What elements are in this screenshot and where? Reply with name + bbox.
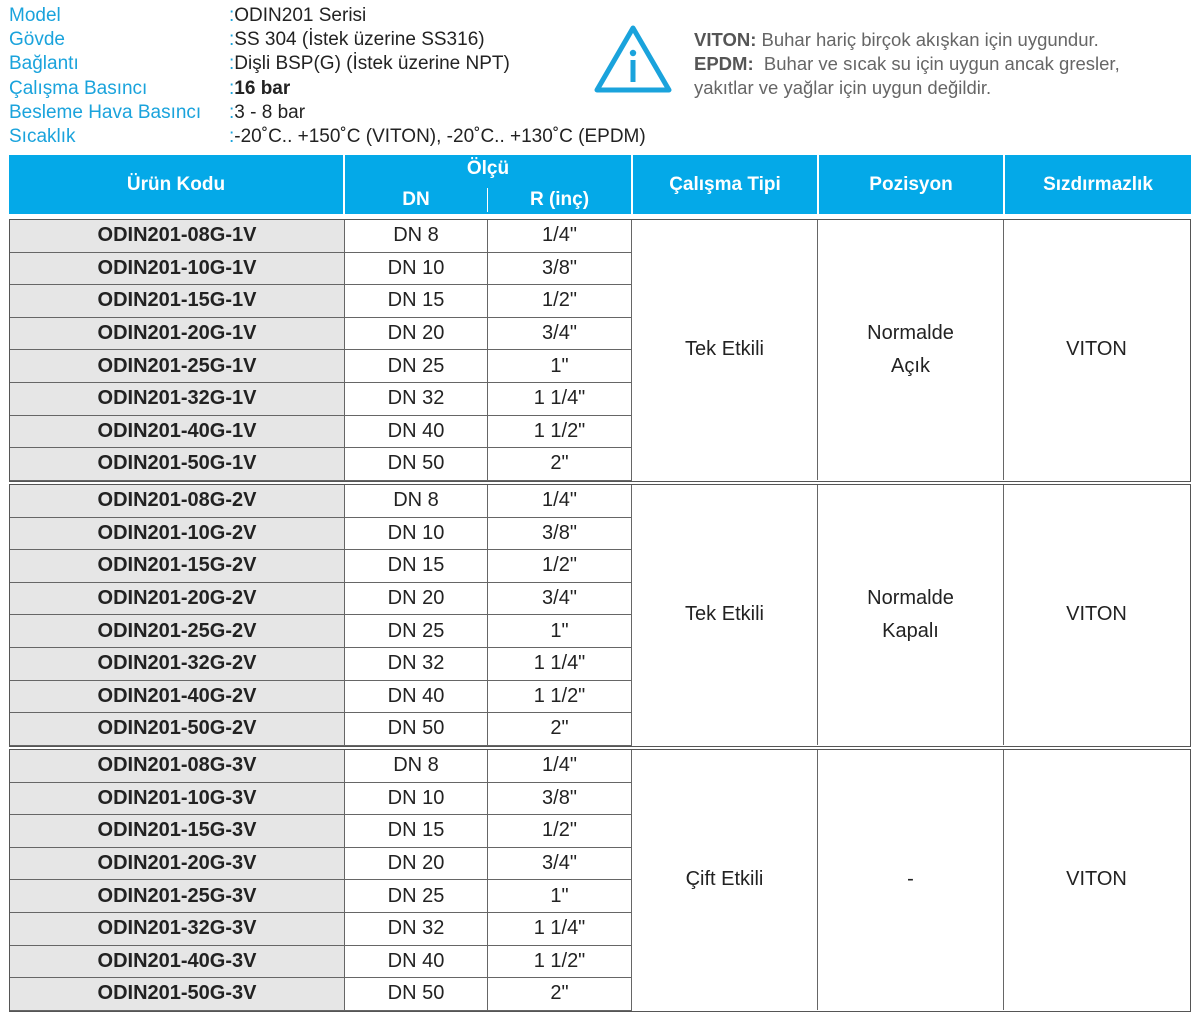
dn-cell: DN 10 [345, 783, 488, 816]
product-code-cell: ODIN201-08G-3V [10, 750, 345, 783]
header-type: Çalışma Tipi [633, 155, 817, 214]
r-cell: 3/4" [488, 848, 632, 881]
header-position: Pozisyon [819, 155, 1003, 214]
r-cell: 1 1/2" [488, 681, 632, 714]
product-code-cell: ODIN201-10G-3V [10, 783, 345, 816]
product-group [9, 219, 1191, 482]
dn-cell: DN 20 [345, 318, 488, 351]
header-size-label: Ölçü [466, 158, 510, 179]
spec-separator: : [229, 5, 235, 26]
product-code-cell: ODIN201-32G-2V [10, 648, 345, 681]
dn-cell: DN 8 [345, 750, 488, 783]
dn-cell: DN 20 [345, 848, 488, 881]
dn-cell: DN 40 [345, 681, 488, 714]
product-code-cell: ODIN201-40G-1V [10, 416, 345, 449]
r-cell: 3/4" [488, 583, 632, 616]
spec-value: 16 bar [234, 77, 291, 99]
spec-separator: : [229, 77, 235, 99]
seal-cell: VITON [1066, 868, 1127, 891]
r-cell: 2" [488, 978, 632, 1011]
product-code-cell: ODIN201-32G-1V [10, 383, 345, 416]
dn-cell: DN 8 [345, 485, 488, 518]
position-cell [818, 485, 1004, 745]
product-code-cell: ODIN201-25G-2V [10, 615, 345, 648]
spec-list [9, 4, 646, 149]
spec-row [9, 77, 646, 101]
r-cell: 1 1/2" [488, 946, 632, 979]
spec-label: Gövde [9, 29, 65, 51]
dn-cell: DN 40 [345, 946, 488, 979]
dn-cell: DN 32 [345, 383, 488, 416]
header-product-code: Ürün Kodu [9, 155, 343, 214]
position-line: - [907, 868, 914, 891]
dn-cell: DN 32 [345, 913, 488, 946]
product-group [9, 484, 1191, 747]
product-code-cell: ODIN201-50G-3V [10, 978, 345, 1011]
position-line: Normalde [867, 586, 954, 609]
product-code-cell: ODIN201-15G-3V [10, 815, 345, 848]
r-cell: 1/4" [488, 220, 632, 253]
position-cell [818, 750, 1004, 1010]
product-code-cell: ODIN201-32G-3V [10, 913, 345, 946]
product-code-cell: ODIN201-15G-1V [10, 285, 345, 318]
product-group [9, 749, 1191, 1012]
product-code-cell: ODIN201-40G-2V [10, 681, 345, 714]
dn-cell: DN 25 [345, 880, 488, 913]
spec-row [9, 28, 646, 52]
dn-cell: DN 20 [345, 583, 488, 616]
dn-cell: DN 50 [345, 713, 488, 746]
product-code-cell: ODIN201-25G-1V [10, 350, 345, 383]
dn-cell: DN 50 [345, 448, 488, 481]
product-code-cell: ODIN201-10G-1V [10, 253, 345, 286]
spec-value: 3 - 8 bar [234, 101, 306, 123]
header-seal: Sızdırmazlık [1005, 155, 1191, 214]
product-code-cell: ODIN201-50G-2V [10, 713, 345, 746]
r-cell: 1 1/4" [488, 913, 632, 946]
viton-text: Buhar hariç birçok akışkan için uygundur. [756, 29, 1099, 50]
dn-cell: DN 32 [345, 648, 488, 681]
dn-cell: DN 25 [345, 350, 488, 383]
dn-cell: DN 15 [345, 550, 488, 583]
r-cell: 3/8" [488, 518, 632, 551]
epdm-label: EPDM: [694, 53, 754, 74]
spec-label: Bağlantı [9, 53, 79, 75]
r-cell: 1/4" [488, 485, 632, 518]
r-cell: 1/2" [488, 815, 632, 848]
product-code-cell: ODIN201-50G-1V [10, 448, 345, 481]
dn-cell: DN 10 [345, 518, 488, 551]
dn-cell: DN 15 [345, 815, 488, 848]
r-cell: 1 1/2" [488, 416, 632, 449]
spec-label: Model [9, 5, 61, 26]
viton-label: VITON: [694, 29, 757, 50]
spec-separator: : [229, 29, 235, 51]
header-dn: DN [402, 189, 430, 210]
r-cell: 1/4" [488, 750, 632, 783]
product-code-cell: ODIN201-20G-2V [10, 583, 345, 616]
dn-cell: DN 15 [345, 285, 488, 318]
r-cell: 3/4" [488, 318, 632, 351]
note-line3: yakıtlar ve yağlar için uygun değildir. [694, 77, 992, 98]
product-code-cell: ODIN201-25G-3V [10, 880, 345, 913]
r-cell: 1" [488, 615, 632, 648]
type-cell: Tek Etkili [632, 220, 818, 480]
epdm-text: Buhar ve sıcak su için uygun ancak gresler, [753, 53, 1120, 74]
spec-row [9, 101, 646, 125]
spec-row [9, 125, 646, 149]
product-code-cell: ODIN201-40G-3V [10, 946, 345, 979]
product-code-cell: ODIN201-08G-1V [10, 220, 345, 253]
r-cell: 2" [488, 448, 632, 481]
r-cell: 3/8" [488, 253, 632, 286]
seal-cell: VITON [1066, 603, 1127, 626]
spec-value: SS 304 (İstek üzerine SS316) [234, 29, 485, 51]
spec-value: ODIN201 Serisi [234, 5, 367, 26]
r-cell: 1" [488, 880, 632, 913]
spec-row [9, 52, 646, 76]
position-line: Kapalı [882, 619, 939, 642]
r-cell: 1" [488, 350, 632, 383]
type-cell: Tek Etkili [632, 485, 818, 745]
spec-separator: : [229, 53, 235, 75]
spec-row [9, 4, 646, 28]
spec-value: Dişli BSP(G) (İstek üzerine NPT) [234, 53, 510, 75]
product-code-cell: ODIN201-15G-2V [10, 550, 345, 583]
position-line: Normalde [867, 321, 954, 344]
product-code-cell: ODIN201-20G-3V [10, 848, 345, 881]
position-line: Açık [891, 354, 930, 377]
r-cell: 3/8" [488, 783, 632, 816]
product-code-cell: ODIN201-20G-1V [10, 318, 345, 351]
header-r: R (inç) [529, 189, 590, 210]
spec-separator: : [229, 125, 235, 147]
spec-value: -20˚C.. +150˚C (VITON), -20˚C.. +130˚C (EPDM) [234, 125, 646, 147]
r-cell: 1 1/4" [488, 383, 632, 416]
r-cell: 1/2" [488, 550, 632, 583]
spec-label: Sıcaklık [9, 125, 76, 147]
spec-label: Çalışma Basıncı [9, 77, 148, 99]
dn-cell: DN 8 [345, 220, 488, 253]
type-cell: Çift Etkili [632, 750, 818, 1010]
product-code-cell: ODIN201-10G-2V [10, 518, 345, 551]
product-code-cell: ODIN201-08G-2V [10, 485, 345, 518]
dn-cell: DN 40 [345, 416, 488, 449]
r-cell: 2" [488, 713, 632, 746]
seal-cell: VITON [1066, 338, 1127, 361]
dn-cell: DN 25 [345, 615, 488, 648]
seal-note [694, 28, 1120, 100]
position-cell [818, 220, 1004, 480]
r-cell: 1/2" [488, 285, 632, 318]
dn-cell: DN 10 [345, 253, 488, 286]
spec-label: Besleme Hava Basıncı [9, 101, 202, 123]
dn-cell: DN 50 [345, 978, 488, 1011]
spec-separator: : [229, 101, 235, 123]
r-cell: 1 1/4" [488, 648, 632, 681]
warning-info-icon [593, 24, 673, 96]
